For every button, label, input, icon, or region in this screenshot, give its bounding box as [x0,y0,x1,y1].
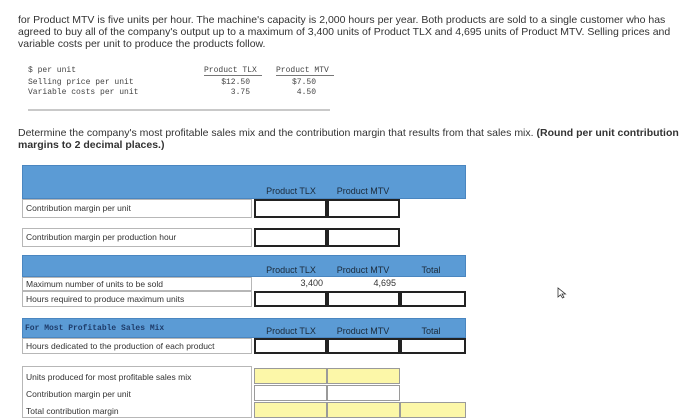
row-label: Units produced for most profitable sales mix [26,372,192,382]
table-row-label: Variable costs per unit [28,88,139,97]
price-cost-table [28,66,330,111]
col-header-tlx: Product TLX [266,265,316,275]
cm-per-unit-tlx-input[interactable] [254,199,327,218]
table-row-label: Selling price per unit [28,78,134,87]
total-cm-tlx-input[interactable] [254,402,327,418]
row-label: Contribution margin per production hour [22,228,252,247]
table-cell: 4.50 [296,88,316,97]
total-cm-mtv-input[interactable] [327,402,400,418]
cm-per-unit-mtv-input[interactable] [327,199,400,218]
section2-header [22,255,466,277]
section4-labels [22,366,252,418]
col-header-tlx: Product TLX [266,326,316,336]
table-corner-label: $ per unit [28,66,77,75]
section1-header [22,165,466,199]
question-main: Determine the company's most profitable sales mix and the contribution margin that results from that sales mix. [18,127,534,139]
table-cell: $7.50 [291,78,316,87]
col-header-mtv: Product MTV [336,326,390,336]
intro-paragraph: for Product MTV is five units per hour. The machine's capacity is 2,000 hours per year. Both products are sold to a single customer who has agreed to buy all of the company's output up to a maximum of 3,400 units of Product TLX and 4,695 units of Product MTV. Selling prices and variable costs per unit to produce the products follow. [18,14,671,50]
cm-unit-tlx-input[interactable] [254,385,327,401]
hours-required-mtv-input[interactable] [327,291,400,307]
max-units-mtv: 4,695 [373,278,396,288]
question-emphasis: (Round per unit contribution margins to 2 decimal places.) [18,127,679,151]
hours-dedicated-total-input[interactable] [400,338,466,354]
col-header-tlx: Product TLX [266,186,316,196]
hours-required-total-input[interactable] [400,291,466,307]
table-col-mtv: Product MTV [276,66,329,75]
table-col-tlx: Product TLX [204,66,257,75]
row-label: Total contribution margin [26,406,119,416]
cm-unit-mtv-input[interactable] [327,385,400,401]
total-cm-total-input[interactable] [400,402,466,418]
max-units-tlx: 3,400 [300,278,323,288]
row-label: Hours required to produce maximum units [22,291,252,307]
mouse-pointer-icon [556,286,568,298]
units-produced-mtv-input[interactable] [327,368,400,384]
hours-required-tlx-input[interactable] [254,291,327,307]
cm-per-hour-tlx-input[interactable] [254,228,327,247]
col-header-mtv: Product MTV [336,265,390,275]
table-cell: 3.75 [230,88,250,97]
hours-dedicated-mtv-input[interactable] [327,338,400,354]
col-header-total: Total [421,326,441,336]
hours-dedicated-tlx-input[interactable] [254,338,327,354]
row-label: Maximum number of units to be sold [22,277,252,291]
section3-title: For Most Profitable Sales Mix [25,324,165,333]
row-label: Contribution margin per unit [26,389,131,399]
col-header-mtv: Product MTV [336,186,390,196]
question-text [18,127,688,151]
row-label: Contribution margin per unit [22,199,252,218]
table-cell: $12.50 [221,78,250,87]
units-produced-tlx-input[interactable] [254,368,327,384]
cm-per-hour-mtv-input[interactable] [327,228,400,247]
row-label: Hours dedicated to the production of each product [22,338,252,354]
col-header-total: Total [421,265,441,275]
